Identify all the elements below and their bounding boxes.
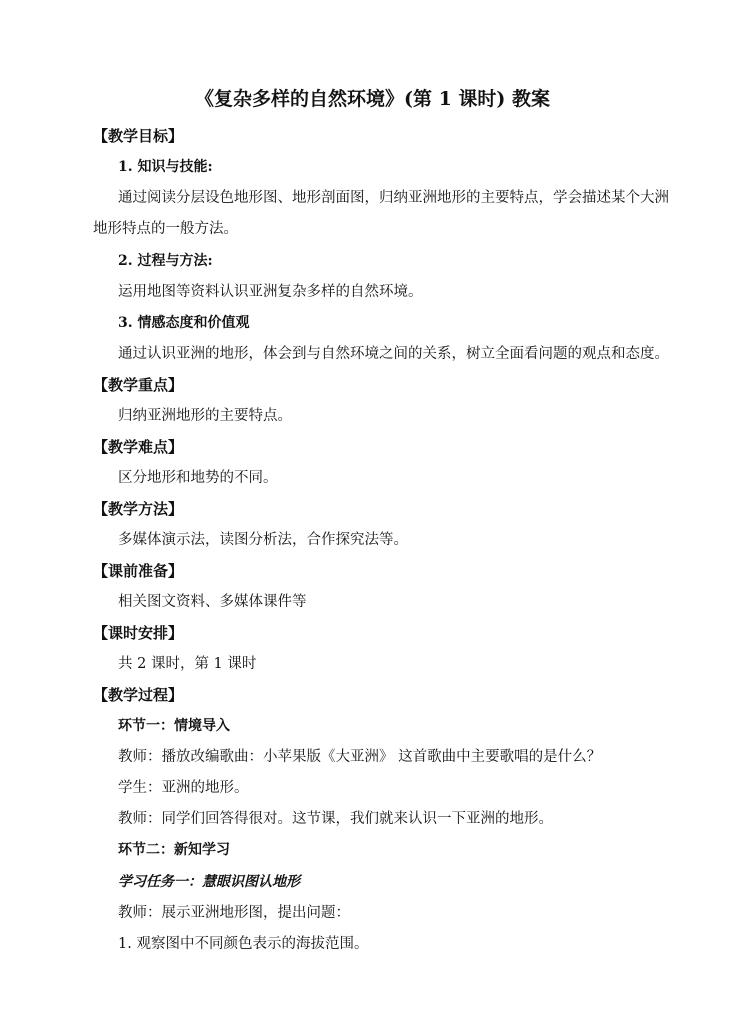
knowledge-line-1: 通过阅读分层设色地形图、地形剖面图，归纳亚洲地形的主要特点，学会描述某个大洲 bbox=[118, 190, 669, 206]
teacher-line-3: 教师：展示亚洲地形图，提出问题： bbox=[118, 905, 350, 921]
question-1: 1. 观察图中不同颜色表示的海拔范围。 bbox=[118, 936, 369, 952]
teacher-line-1: 教师：播放改编歌曲：小苹果版《大亚洲》 这首歌曲中主要歌唱的是什么？ bbox=[118, 749, 602, 765]
methods-text: 多媒体演示法，读图分析法，合作探究法等。 bbox=[118, 532, 408, 548]
knowledge-line-2: 地形特点的一般方法。 bbox=[93, 221, 238, 237]
learning-task-1: 学习任务一：慧眼识图认地形 bbox=[118, 874, 300, 890]
step2-heading: 环节二：新知学习 bbox=[118, 842, 230, 858]
section-process: 【教学过程】 bbox=[93, 686, 184, 704]
document-title: 《复杂多样的自然环境》(第 1 课时) 教案 bbox=[194, 88, 551, 110]
difficulties-text: 区分地形和地势的不同。 bbox=[118, 470, 278, 486]
attitude-heading: 3. 情感态度和价值观 bbox=[118, 315, 250, 331]
key-points-text: 归纳亚洲地形的主要特点。 bbox=[118, 408, 292, 424]
section-key-points: 【教学重点】 bbox=[93, 376, 184, 394]
teacher-line-2: 教师：同学们回答得很对。这节课，我们就来认识一下亚洲的地形。 bbox=[118, 811, 553, 827]
attitude-text: 通过认识亚洲的地形，体会到与自然环境之间的关系，树立全面看问题的观点和态度。 bbox=[118, 346, 669, 362]
knowledge-heading: 1. 知识与技能: bbox=[118, 159, 213, 175]
section-preparation: 【课前准备】 bbox=[93, 562, 184, 580]
preparation-text: 相关图文资料、多媒体课件等 bbox=[118, 594, 307, 610]
process-method-text: 运用地图等资料认识亚洲复杂多样的自然环境。 bbox=[118, 284, 423, 300]
section-objectives: 【教学目标】 bbox=[93, 127, 184, 145]
process-method-heading: 2. 过程与方法: bbox=[118, 253, 213, 269]
section-schedule: 【课时安排】 bbox=[93, 624, 184, 642]
step1-heading: 环节一：情境导入 bbox=[118, 718, 230, 734]
section-methods: 【教学方法】 bbox=[93, 500, 184, 518]
student-line-1: 学生：亚洲的地形。 bbox=[118, 780, 249, 796]
section-difficulties: 【教学难点】 bbox=[93, 438, 184, 456]
schedule-text: 共 2 课时，第 1 课时 bbox=[118, 656, 257, 672]
